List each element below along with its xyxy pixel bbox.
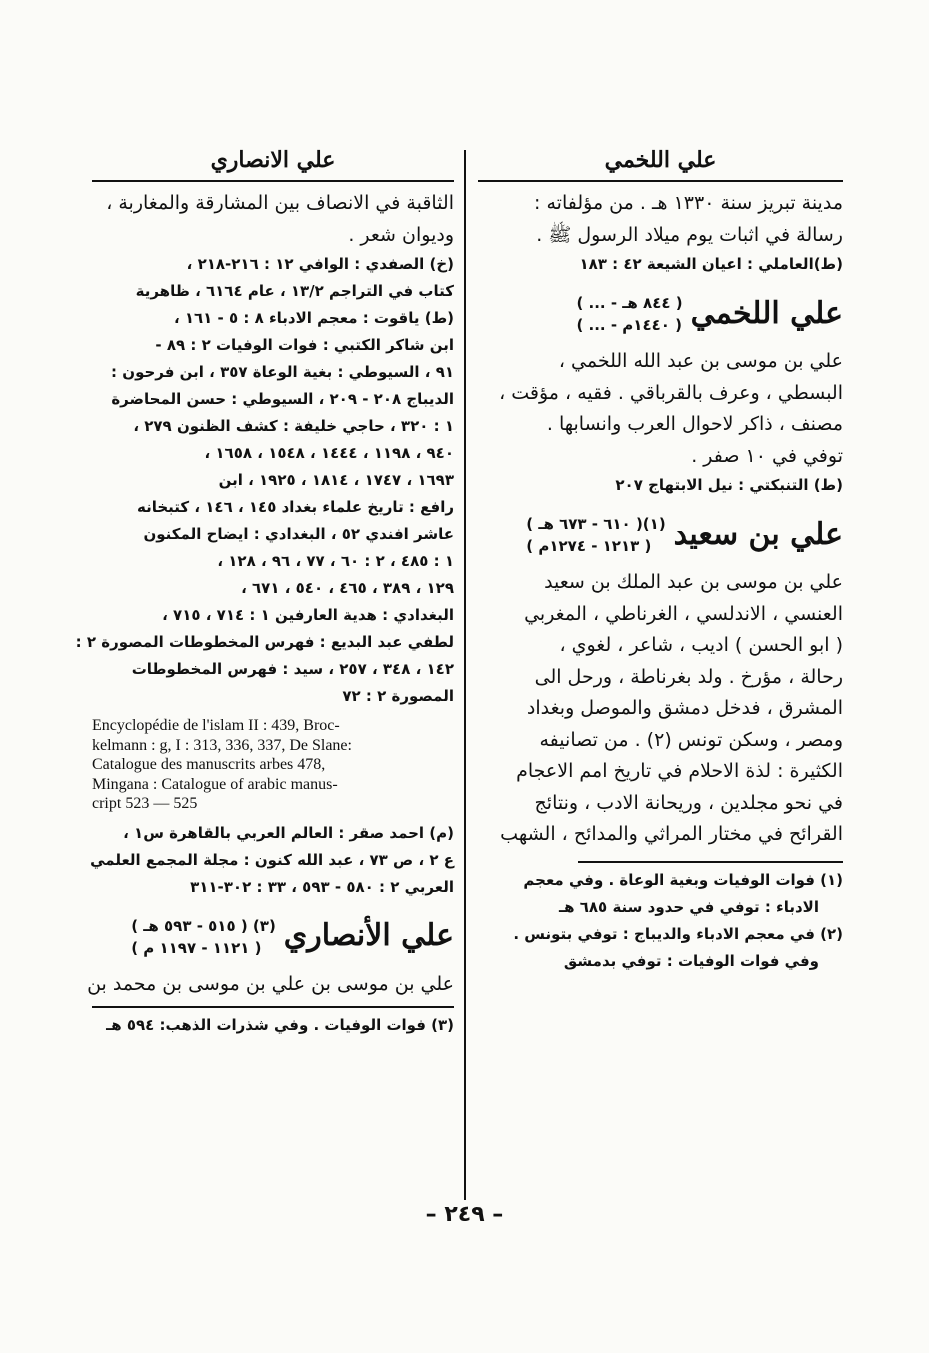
source-line: (ط) ياقوت : معجم الادباء ٨ : ٥ - ١٦١ ، [173, 309, 454, 327]
entry-dates [576, 292, 682, 336]
source-line: الديباج ٢٠٨ - ٢٠٩ ، السيوطي : حسن المحاضرة [111, 390, 454, 408]
source-line: ١ : ٣٢٠ ، حاجي خليفة : كشف الظنون ٢٧٩ ، [133, 417, 454, 435]
footnote: (٢) في معجم الادباء والديباج : توفي بتونس . [513, 924, 843, 943]
prev-entry-source: (ط)العاملي : اعيان الشيعة ٤٢ : ١٨٣ [579, 255, 843, 273]
entry-dates [526, 513, 665, 557]
entry-body-line: مصنف ، ذاكر لاحوال العرب وانسابها . [546, 413, 843, 435]
source-line: (خ) الصفدي : الوافي ١٢ : ٢١٦-٢١٨ ، [186, 255, 454, 273]
latin-line: Mingana : Catalogue of arabic manus- [92, 775, 338, 793]
column-divider [464, 150, 466, 1200]
entry-body-line: توفي في ١٠ صفر . [691, 444, 843, 467]
latin-line: cript 523 — 525 [92, 795, 198, 812]
source-line: عاشر افندي ٥٢ ، البغدادي : ايضاح المكنون [143, 525, 454, 543]
source-line: ٩١ ، السيوطي : بغية الوعاة ٣٥٧ ، ابن فرحون : [111, 363, 454, 381]
date-hijri: ( ... - ٨٤٤ هـ ) [576, 294, 683, 312]
page-number: – ٢٤٩ – [425, 1202, 504, 1227]
entry-body-line: علي بن موسى بن عبد الملك بن سعيد [544, 571, 843, 593]
entry-dates [131, 915, 276, 959]
modern-source-line: العربي ٢ : ٥٨٠ - ٥٩٣ ، ٣٣ : ٣٠٢-٣١١ [190, 877, 454, 896]
footnote: (٣) فوات الوفيات . وفي شذرات الذهب: ٥٩٤ هـ [106, 1016, 454, 1034]
entry-body-line: علي بن موسى بن علي بن موسى بن محمد بن [87, 972, 454, 995]
modern-source-line: (م) احمد صقر : العالم العربي بالقاهرة س١ ، [123, 823, 454, 842]
date-gregorian: ( ١١٢١ - ١١٩٧ م ) [131, 938, 262, 957]
head-rule-left [92, 180, 454, 182]
entry-heading [478, 513, 843, 557]
head-rule-right [478, 180, 843, 182]
source-line: لطفي عبد البديع : فهرس المخطوطات المصورة ٢ : [75, 633, 454, 651]
source-line: ١٦٩٣ ، ١٧٤٧ ، ١٨١٤ ، ١٩٢٥ ، ابن [218, 471, 454, 489]
entry-body-line: البسطي ، وعرف بالقرباقي . فقيه ، مؤقت ، [499, 381, 843, 404]
source-line: كتاب في التراجم ١٣/٢ ، عام ٦١٦٤ ، ظاهرية [135, 282, 454, 300]
entry-body-line: العنسي ، الاندلسي ، الغرناطي ، المغربي [524, 602, 843, 625]
date-gregorian: ( ١٢١٣ - ١٢٧٤م ) [526, 537, 652, 555]
footnote-rule [92, 1006, 454, 1008]
date-gregorian: ( ... - ١٤٤٠م ) [576, 316, 682, 334]
source-line: البغدادي : هدية العارفين ١ : ٧١٤ ، ٧١٥ ، [162, 606, 454, 624]
entry-title: علي اللخمي [690, 295, 843, 331]
footnote-rule [578, 861, 843, 863]
right-column [478, 140, 843, 975]
latin-references [92, 716, 454, 814]
entry-heading [478, 292, 843, 336]
latin-line: kelmann : g, I : 313, 336, 337, De Slane: [92, 736, 352, 754]
source-line: رافع : تاريخ علماء بغداد ١٤٥ ، ١٤٦ ، كتبخانه [136, 498, 454, 516]
left-column [75, 140, 454, 1039]
running-head-left: علي الانصاري [210, 147, 336, 173]
entry-heading [92, 915, 454, 959]
prev-entry-line: مدينة تبريز سنة ١٣٣٠ هـ . من مؤلفاته : [534, 192, 843, 214]
entry-body-line: في نحو مجلدين ، وريحانة الادب ، ونتائج [534, 791, 843, 814]
entry-body-line: المشرق ، فدخل دمشق والموصل وبغداد [526, 697, 843, 719]
latin-line: Encyclopédie de l'islam II : 439, Broc- [92, 717, 340, 734]
source-line: المصورة ٢ : ٧٢ [342, 687, 454, 705]
entry-body-line: علي بن موسى بن عبد الله اللخمي ، [558, 350, 843, 372]
prev-entry-line: رسالة في اثبات يوم ميلاد الرسول ﷺ . [536, 223, 843, 246]
date-hijri: ( ٦١٠ - ٦٧٣ هـ )(١) [526, 515, 666, 533]
source-line: ابن شاكر الكتبي : فوات الوفيات ٢ : ٨٩ - [155, 336, 454, 354]
footnote: وفي فوات الوفيات : توفي بدمشق [563, 951, 819, 970]
footnote: الادباء : توفي في حدود سنة ٦٨٥ هـ [559, 897, 819, 916]
latin-line: Catalogue des manuscrits arbes 478, [92, 756, 326, 773]
running-head-right: علي اللخمي [604, 147, 717, 173]
entry-body-line: ( ابو الحسن ) اديب ، شاعر ، لغوي ، [559, 634, 843, 656]
footnote: (١) فوات الوفيات وبغية الوعاة . وفي معجم [523, 870, 843, 889]
source-line: ٩٤٠ ، ١١٩٨ ، ١٤٤٤ ، ١٥٤٨ ، ١٦٥٨ ، [204, 444, 454, 462]
entry-title: علي الأنصاري [283, 918, 454, 954]
source-line: ١٢٩ ، ٣٨٩ ، ٤٦٥ ، ٥٤٠ ، ٦٧١ ، [241, 579, 454, 597]
entry-title: علي بن سعيد [673, 516, 843, 552]
continued-line: وديوان شعر . [348, 223, 454, 246]
entry-body-line: القرائح في مختار المراثي والمدائح ، الشهب [500, 823, 843, 845]
source-line: ١٤٢ ، ٣٤٨ ، ٢٥٧ ، سيد : فهرس المخطوطات [131, 660, 454, 678]
date-hijri: ( ٥١٥ - ٥٩٣ هـ ) (٣) [131, 916, 276, 935]
entry-body-line: ومصر ، وسكن تونس (٢) . من تصانيفه [539, 728, 843, 751]
entry-body-line: رحالة ، مؤرخ . ولد بغرناطة ، ورحل الى [534, 665, 843, 688]
continued-line: الثاقبة في الانصاف بين المشارقة والمغاربة ، [106, 192, 454, 214]
entry-body-line: الكثيرة : لذة الاحلام في تاريخ امم الاعجام [516, 760, 843, 782]
entry-source: (ط) التنبكتي : نيل الابتهاج ٢٠٧ [615, 476, 843, 494]
source-line: ١ : ٤٨٥ ، ٢ : ٦٠ ، ٧٧ ، ٩٦ ، ١٢٨ ، [217, 552, 454, 570]
modern-source-line: ع ٢ ، ص ٧٣ ، عبد الله كنون : مجلة المجمع العلمي [90, 850, 454, 869]
